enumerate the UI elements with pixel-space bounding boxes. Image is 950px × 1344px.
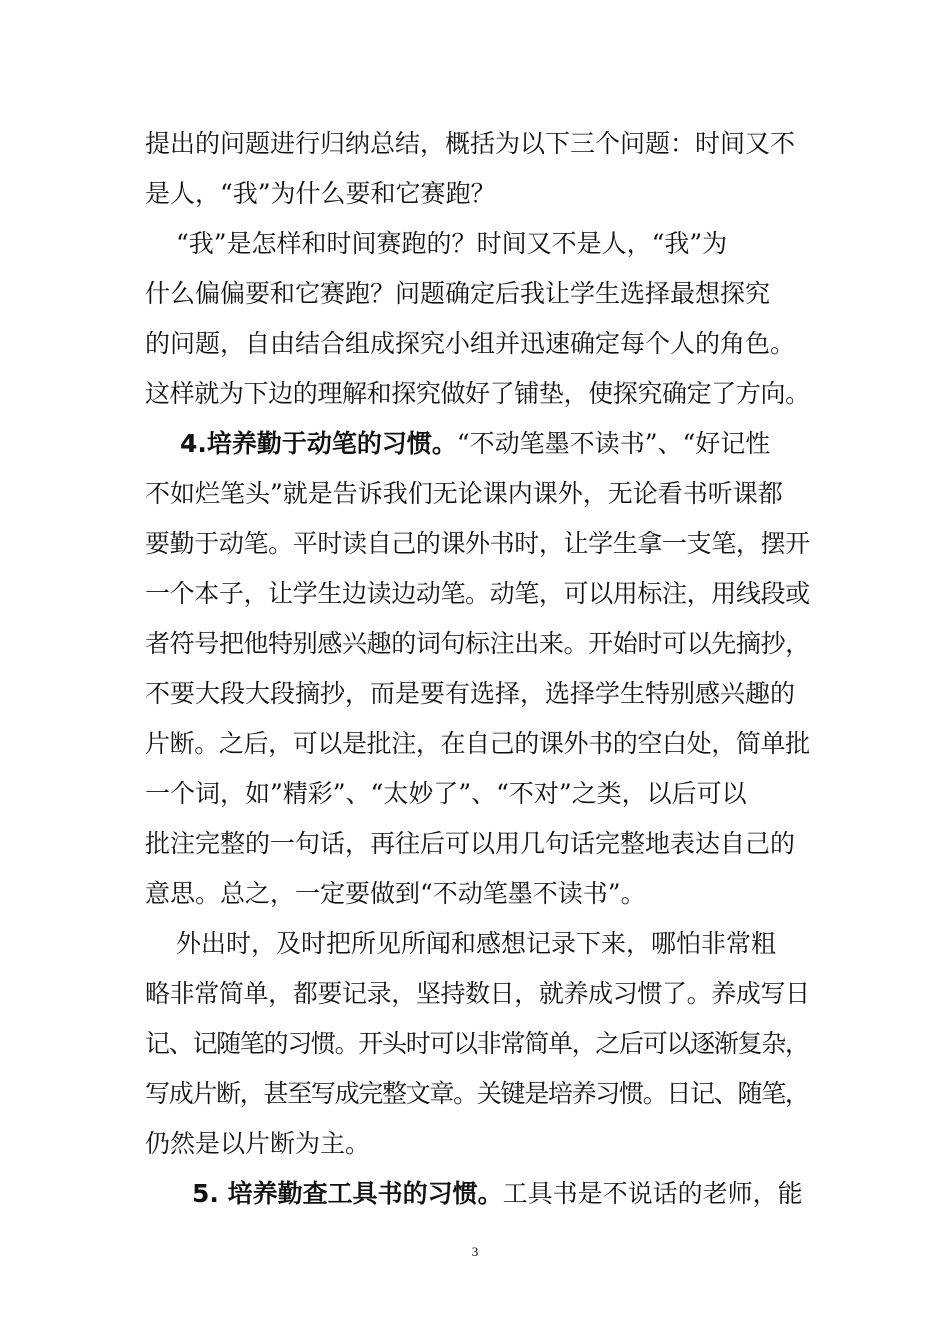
text-segment: 一个本子，让学生边读边动笔。动笔，可以用标注，用线段或 [145, 579, 810, 608]
page-number: 3 [471, 1244, 479, 1259]
text-segment: 工具书是不说话的老师，能 [502, 1179, 803, 1208]
text-segment: 提出的问题进行归纳总结，概括为以下三个问题：时间又不 [145, 129, 796, 158]
text-segment: 外出时，及时把所见所闻和感想记录下来，哪怕非常粗 [176, 929, 777, 958]
text-segment: 者符号把他特别感兴趣的词句标注出来。开始时可以先摘抄， [145, 629, 810, 658]
text-segment: 不要大段大段摘抄，而是要有选择，选择学生特别感兴趣的 [145, 679, 796, 708]
section-heading: 5. 培养勤查工具书的习惯。 [192, 1179, 503, 1208]
text-line [145, 824, 810, 864]
section-heading: 4.培养勤于动笔的习惯。 [180, 429, 457, 458]
text-segment: 略非常简单，都要记录，坚持数日，就养成习惯了。养成写日 [145, 979, 810, 1008]
text-line [145, 524, 810, 564]
text-line [145, 674, 810, 714]
text-line [145, 724, 810, 764]
text-line [145, 174, 810, 214]
text-segment: “不动笔墨不读书”、“好记性 [456, 429, 771, 458]
text-segment: 是人，“我”为什么要和它赛跑？ [145, 179, 496, 208]
text-line [145, 1024, 810, 1064]
text-segment: 要勤于动笔。平时读自己的课外书时，让学生拿一支笔，摆开 [145, 529, 810, 558]
text-line [192, 1174, 803, 1214]
text-segment: 批注完整的一句话，再往后可以用几句话完整地表达自己的 [145, 829, 796, 858]
text-segment: 仍然是以片断为主。 [145, 1129, 371, 1158]
text-segment: 意思。总之，一定要做到“不动笔墨不读书”。 [145, 879, 646, 908]
text-line [145, 974, 810, 1014]
text-line [145, 124, 810, 164]
text-line [145, 1074, 810, 1114]
text-segment: “我”是怎样和时间赛跑的？时间又不是人，“我”为 [176, 229, 728, 258]
text-segment: 不如烂笔头”就是告诉我们无论课内课外，无论看书听课都 [145, 479, 783, 508]
text-segment: 写成片断，甚至写成完整文章。关键是培养习惯。日记、随笔， [145, 1079, 809, 1108]
text-line [176, 224, 802, 264]
text-line [145, 374, 810, 414]
text-line [145, 874, 810, 914]
text-segment: 这样就为下边的理解和探究做好了铺垫，使探究确定了方向。 [145, 379, 810, 408]
text-segment: 的问题，自由结合组成探究小组并迅速确定每个人的角色。 [145, 329, 796, 358]
text-line [145, 274, 810, 314]
text-line [145, 624, 810, 664]
text-line [145, 774, 810, 814]
text-line [145, 1124, 810, 1164]
text-line [145, 324, 810, 364]
text-segment: 片断。之后，可以是批注，在自己的课外书的空白处，简单批 [145, 729, 810, 758]
text-line [145, 474, 810, 514]
text-segment: 记、记随笔的习惯。开头时可以非常简单，之后可以逐渐复杂， [145, 1029, 809, 1058]
text-line [145, 574, 810, 614]
text-line [176, 924, 804, 964]
text-segment: 一个词，如”精彩”、“太妙了”、“不对”之类，以后可以 [145, 779, 747, 808]
text-segment: 什么偏偏要和它赛跑？问题确定后我让学生选择最想探究 [145, 279, 771, 308]
text-line [180, 424, 808, 464]
